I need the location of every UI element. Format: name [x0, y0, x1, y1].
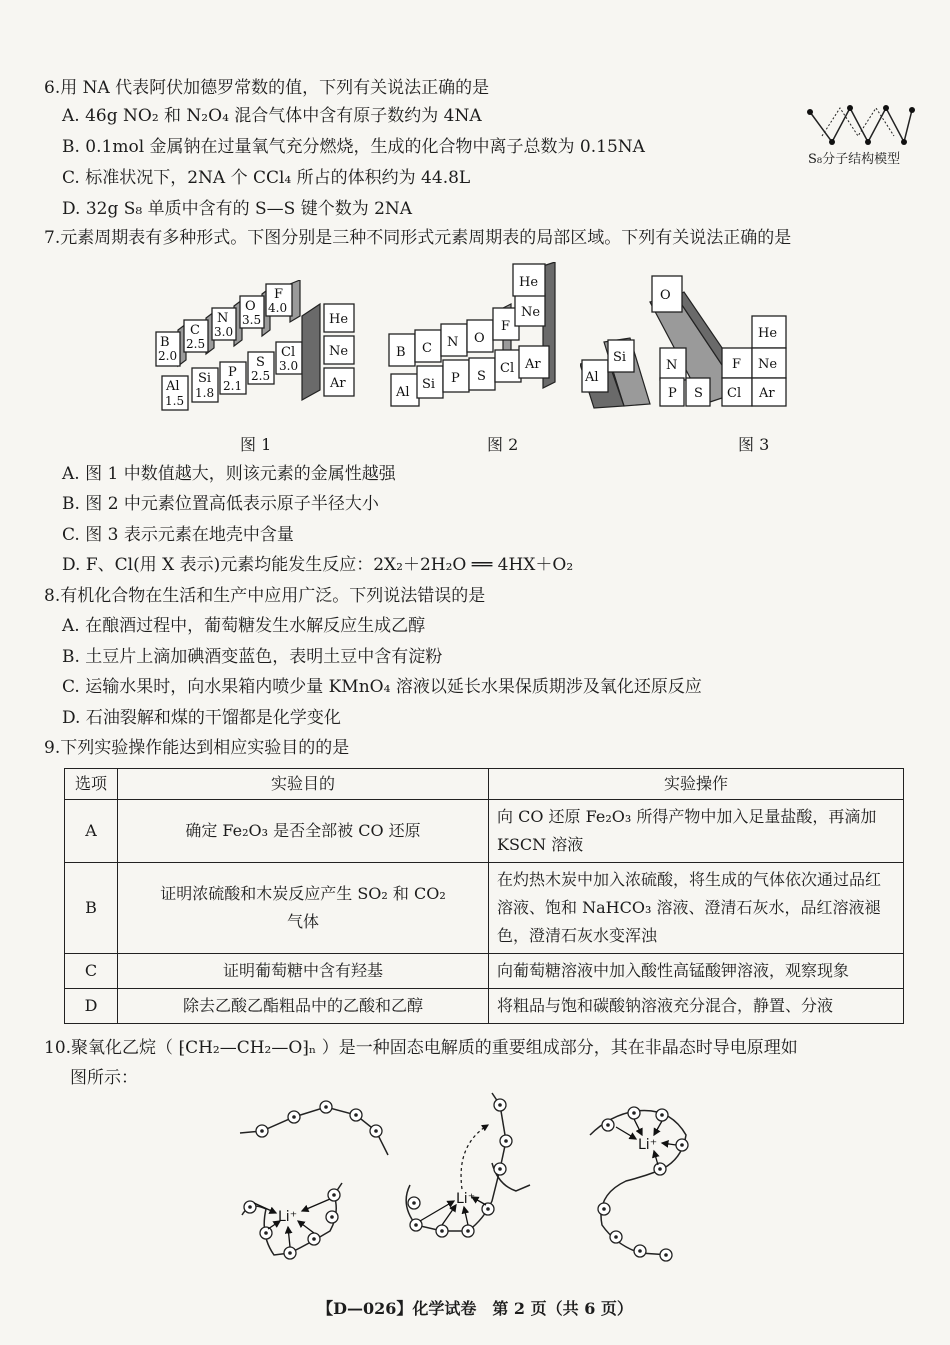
- row-d-option: D: [65, 989, 118, 1024]
- fig2-el-ne: Ne: [521, 305, 541, 320]
- row-c-aim: 证明葡萄糖中含有羟基: [118, 954, 489, 989]
- figure-1-electronegativity-table: [150, 280, 360, 415]
- fig1-el-al: Al: [166, 379, 180, 394]
- q8-stem: 8.有机化合物在生活和生产中应用广泛。下列说法错误的是: [44, 586, 486, 606]
- fig3-el-n: N: [666, 358, 678, 373]
- q6-option-b: B. 0.1mol 金属钠在过量氧气充分燃烧，生成的化合物中离子总数为 0.15NA: [62, 137, 645, 157]
- fig2-el-s: S: [477, 369, 486, 384]
- q9-experiment-table: [64, 768, 904, 1024]
- row-b-aim: 证明浓硫酸和木炭反应产生 SO₂ 和 CO₂ 气体: [118, 863, 489, 954]
- fig1-val-n: 3.0: [214, 325, 234, 339]
- figure-3-label: 图 3: [738, 435, 770, 454]
- q6-option-d: D. 32g S₈ 单质中含有的 S—S 键个数为 2NA: [62, 199, 413, 219]
- q6-option-c: C. 标准状况下，2NA 个 CCl₄ 所占的体积约为 44.8L: [62, 168, 471, 188]
- fig1-val-p: 2.1: [223, 379, 243, 393]
- fig1-val-b: 2.0: [158, 349, 178, 363]
- fig1-val-al: 1.5: [165, 394, 185, 408]
- row-b-option: B: [65, 863, 118, 954]
- fig3-el-ne: Ne: [758, 357, 778, 372]
- fig3-el-si: Si: [613, 350, 627, 365]
- fig3-el-he: He: [758, 326, 778, 341]
- q9-stem: 9.下列实验操作能达到相应实验目的的是: [44, 738, 350, 758]
- fig1-el-c: C: [190, 323, 200, 338]
- table-row: [65, 863, 904, 954]
- fig3-el-f: F: [732, 357, 742, 372]
- fig1-el-ar: Ar: [330, 376, 346, 391]
- figure-1-label: 图 1: [240, 435, 272, 454]
- q8-option-c: C. 运输水果时，向水果箱内喷少量 KMnO₄ 溶液以延长水果保质期涉及氧化还原反应: [62, 677, 702, 697]
- row-b-operation: 在灼热木炭中加入浓硫酸，将生成的气体依次通过品红溶液、饱和 NaHCO₃ 溶液、澄清石灰水，品红溶液褪色，澄清石灰水变浑浊: [489, 863, 904, 954]
- fig2-el-b: B: [396, 345, 406, 360]
- fig1-el-he: He: [329, 312, 349, 327]
- li-ion-1: Li⁺: [278, 1209, 298, 1225]
- fig3-el-s: S: [694, 386, 703, 401]
- s8-molecule-model: [800, 100, 920, 150]
- q8-option-a: A. 在酿酒过程中，葡萄糖发生水解反应生成乙醇: [62, 616, 426, 636]
- q10-stem-line-2: 图所示：: [70, 1068, 138, 1088]
- fig2-el-he: He: [519, 275, 539, 290]
- fig3-el-p: P: [668, 386, 677, 401]
- page-footer: 【D—026】化学试卷 第 2 页（共 6 页）: [317, 1299, 633, 1318]
- fig1-el-p: P: [228, 365, 237, 380]
- row-a-operation: 向 CO 还原 Fe₂O₃ 所得产物中加入足量盐酸，再滴加 KSCN 溶液: [489, 800, 904, 863]
- fig1-val-c: 2.5: [186, 337, 206, 351]
- header-option: 选项: [65, 769, 118, 800]
- fig1-el-si: Si: [198, 371, 212, 386]
- fig1-val-f: 4.0: [268, 301, 288, 315]
- fig3-el-al: Al: [585, 370, 599, 385]
- fig3-el-cl: Cl: [727, 386, 742, 401]
- fig2-el-cl: Cl: [500, 361, 515, 376]
- fig2-el-ar: Ar: [525, 357, 541, 372]
- fig2-el-f: F: [501, 319, 511, 334]
- fig1-el-ne: Ne: [329, 344, 349, 359]
- header-aim: 实验目的: [118, 769, 489, 800]
- row-c-option: C: [65, 954, 118, 989]
- q7-stem: 7.元素周期表有多种形式。下图分别是三种不同形式元素周期表的局部区域。下列有关说法正确的是: [44, 228, 792, 248]
- q8-option-b: B. 土豆片上滴加碘酒变蓝色，表明土豆中含有淀粉: [62, 647, 443, 667]
- fig1-el-n: N: [217, 311, 229, 326]
- figure-2-atomic-radius-table: [385, 262, 575, 410]
- q7-option-c: C. 图 3 表示元素在地壳中含量: [62, 525, 294, 545]
- figure-3-crust-abundance-table: [580, 272, 800, 412]
- fig2-el-p: P: [451, 371, 460, 386]
- s8-model-caption: S₈分子结构模型: [808, 152, 901, 167]
- fig1-el-s: S: [256, 355, 265, 370]
- fig3-el-o: O: [660, 288, 671, 303]
- q6-stem: 6.用 NA 代表阿伏加德罗常数的值，下列有关说法正确的是: [44, 78, 490, 98]
- q6-option-a: A. 46g NO₂ 和 N₂O₄ 混合气体中含有原子数约为 4NA: [62, 106, 482, 126]
- row-d-operation: 将粗品与饱和碳酸钠溶液充分混合，静置、分液: [489, 989, 904, 1024]
- table-row: [65, 800, 904, 863]
- q7-option-a: A. 图 1 中数值越大，则该元素的金属性越强: [62, 464, 396, 484]
- fig2-el-n: N: [447, 335, 459, 350]
- fig1-el-o: O: [245, 299, 256, 314]
- fig1-val-o: 3.5: [242, 313, 262, 327]
- table-row: [65, 954, 904, 989]
- q10-stem-line-1: 10.聚氧化乙烷（ ⁅CH₂—CH₂—O⁆ₙ ）是一种固态电解质的重要组成部分，其在非晶态时导电原理如: [44, 1038, 798, 1058]
- table-row: [65, 989, 904, 1024]
- fig1-val-s: 2.5: [251, 369, 271, 383]
- row-a-aim: 确定 Fe₂O₃ 是否全部被 CO 还原: [118, 800, 489, 863]
- peo-li-conduction-diagram: [230, 1085, 730, 1270]
- fig1-el-b: B: [160, 335, 170, 350]
- fig3-el-ar: Ar: [759, 386, 775, 401]
- q7-option-d: D. F、Cl(用 X 表示)元素均能发生反应：2X₂＋2H₂O ══ 4HX＋O₂: [62, 555, 574, 575]
- figure-2-label: 图 2: [487, 435, 519, 454]
- q8-option-d: D. 石油裂解和煤的干馏都是化学变化: [62, 708, 341, 728]
- table-header-row: [65, 769, 904, 800]
- row-a-option: A: [65, 800, 118, 863]
- fig1-el-f: F: [274, 287, 284, 302]
- fig2-el-c: C: [422, 341, 432, 356]
- fig2-el-al: Al: [396, 385, 410, 400]
- fig2-el-o: O: [474, 331, 485, 346]
- row-d-aim: 除去乙酸乙酯粗品中的乙酸和乙醇: [118, 989, 489, 1024]
- fig1-val-si: 1.8: [195, 386, 215, 400]
- row-c-operation: 向葡萄糖溶液中加入酸性高锰酸钾溶液，观察现象: [489, 954, 904, 989]
- fig1-el-cl: Cl: [281, 345, 296, 360]
- fig2-el-si: Si: [422, 377, 436, 392]
- li-ion-3: Li⁺: [638, 1137, 658, 1153]
- header-operation: 实验操作: [489, 769, 904, 800]
- li-ion-2: Li⁺: [456, 1191, 476, 1207]
- q7-option-b: B. 图 2 中元素位置高低表示原子半径大小: [62, 494, 379, 514]
- fig1-val-cl: 3.0: [279, 359, 299, 373]
